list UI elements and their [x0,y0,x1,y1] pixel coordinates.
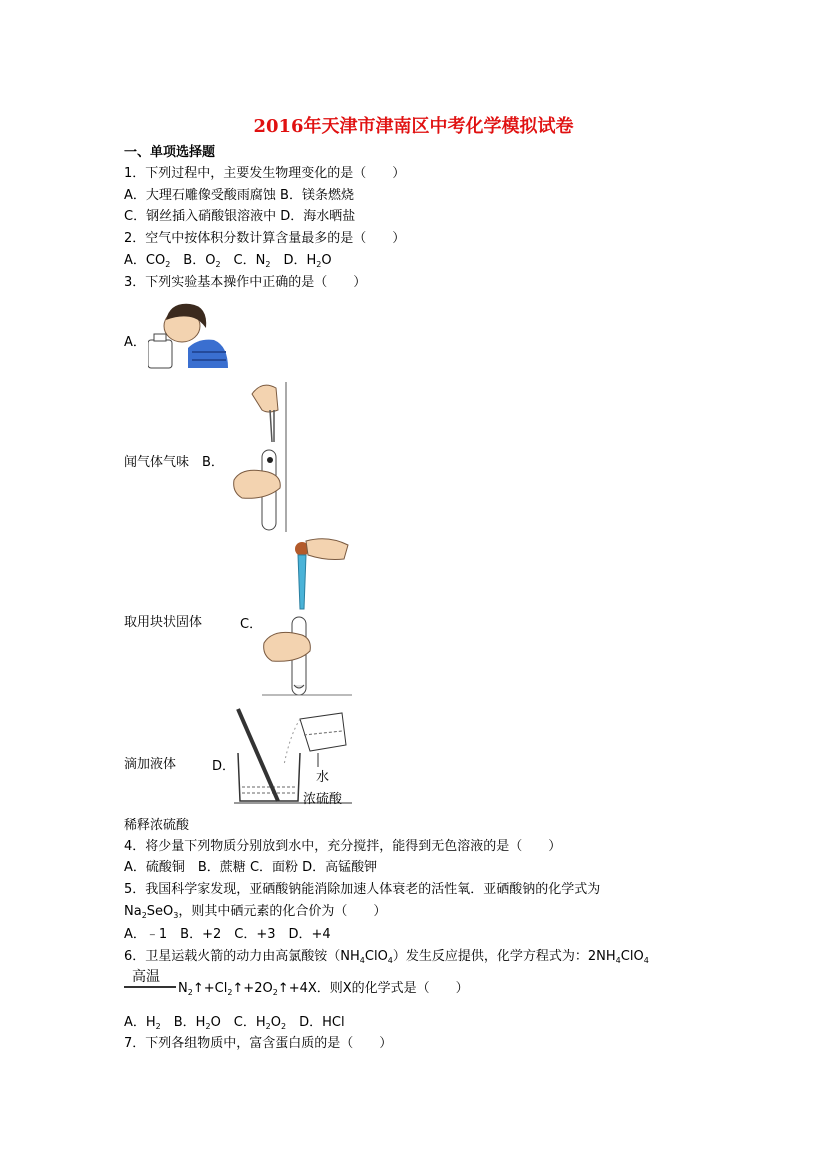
q1-options-cd: C．钢丝插入硝酸银溶液中 D．海水晒盐 [124,209,356,224]
q3-stem: 3．下列实验基本操作中正确的是（ ） [124,275,367,290]
water-label: 水 [316,770,330,785]
paper-title: 2016年天津市津南区中考化学模拟试卷 [253,116,574,137]
q1-stem: 1．下列过程中，主要发生物理变化的是（ ） [124,166,406,181]
q3-option-d-desc: 稀释浓硫酸 [124,818,190,833]
q3-option-a-desc: 闻气体气味 B． [124,455,224,470]
condition-arrow-line [124,986,176,988]
q3-option-b-desc: 取用块状固体 [124,615,203,630]
q4-stem: 4．将少量下列物质分别放到水中，充分搅拌，能得到无色溶液的是（ ） [124,839,562,854]
q5-options: A．﹣1 B．+2 C．+3 D．+4 [124,927,331,942]
acid-label: 浓硫酸 [303,792,343,807]
q6-options: A．$H_2$ B．$H_2O$ C．$H_2O_2$ D．HCl [124,1015,345,1031]
q6-stem: 6．卫星运载火箭的动力由高氯酸铵$(NH_4ClO_4)$发生反应提供，化学方程式为：$2NH_4ClO_4$ [124,949,649,965]
q3-option-d-label: D． [212,759,236,774]
solid-test-tube-figure [232,380,292,535]
section-heading: 一、单项选择题 [124,145,216,160]
q3-option-c-label: C． [240,617,263,632]
q4-options: A．硫酸铜 B．蔗糖 C．面粉 D．高锰酸钾 [124,860,378,875]
reaction-condition: 高温 [132,969,160,985]
dropper-figure [262,535,352,697]
q6-products: $N_2↑+Cl_2↑+2O_2↑+4X$．则X的化学式是（ ） [178,981,469,997]
q3-option-c-desc: 滴加液体 [124,757,177,772]
q7-stem: 7．下列各组物质中，富含蛋白质的是（ ） [124,1036,393,1051]
q2-stem: 2．空气中按体积分数计算含量最多的是（ ） [124,231,406,246]
q1-options-ab: A．大理石雕像受酸雨腐蚀 B．镁条燃烧 [124,188,354,203]
q3-option-a-label: A． [124,335,146,350]
q5-stem: 5．我国科学家发现，亚硒酸钠能消除加速人体衰老的活性氧．亚硒酸钠的化学式为 [124,882,601,897]
q2-options: A．$CO_2$ B．$O_2$ C．$N_2$ D．$H_2O$ [124,253,332,269]
smelling-gas-figure [148,300,230,370]
q5-formula-line: $Na_2SeO_3$，则其中硒元素的化合价为（ ） [124,904,387,920]
